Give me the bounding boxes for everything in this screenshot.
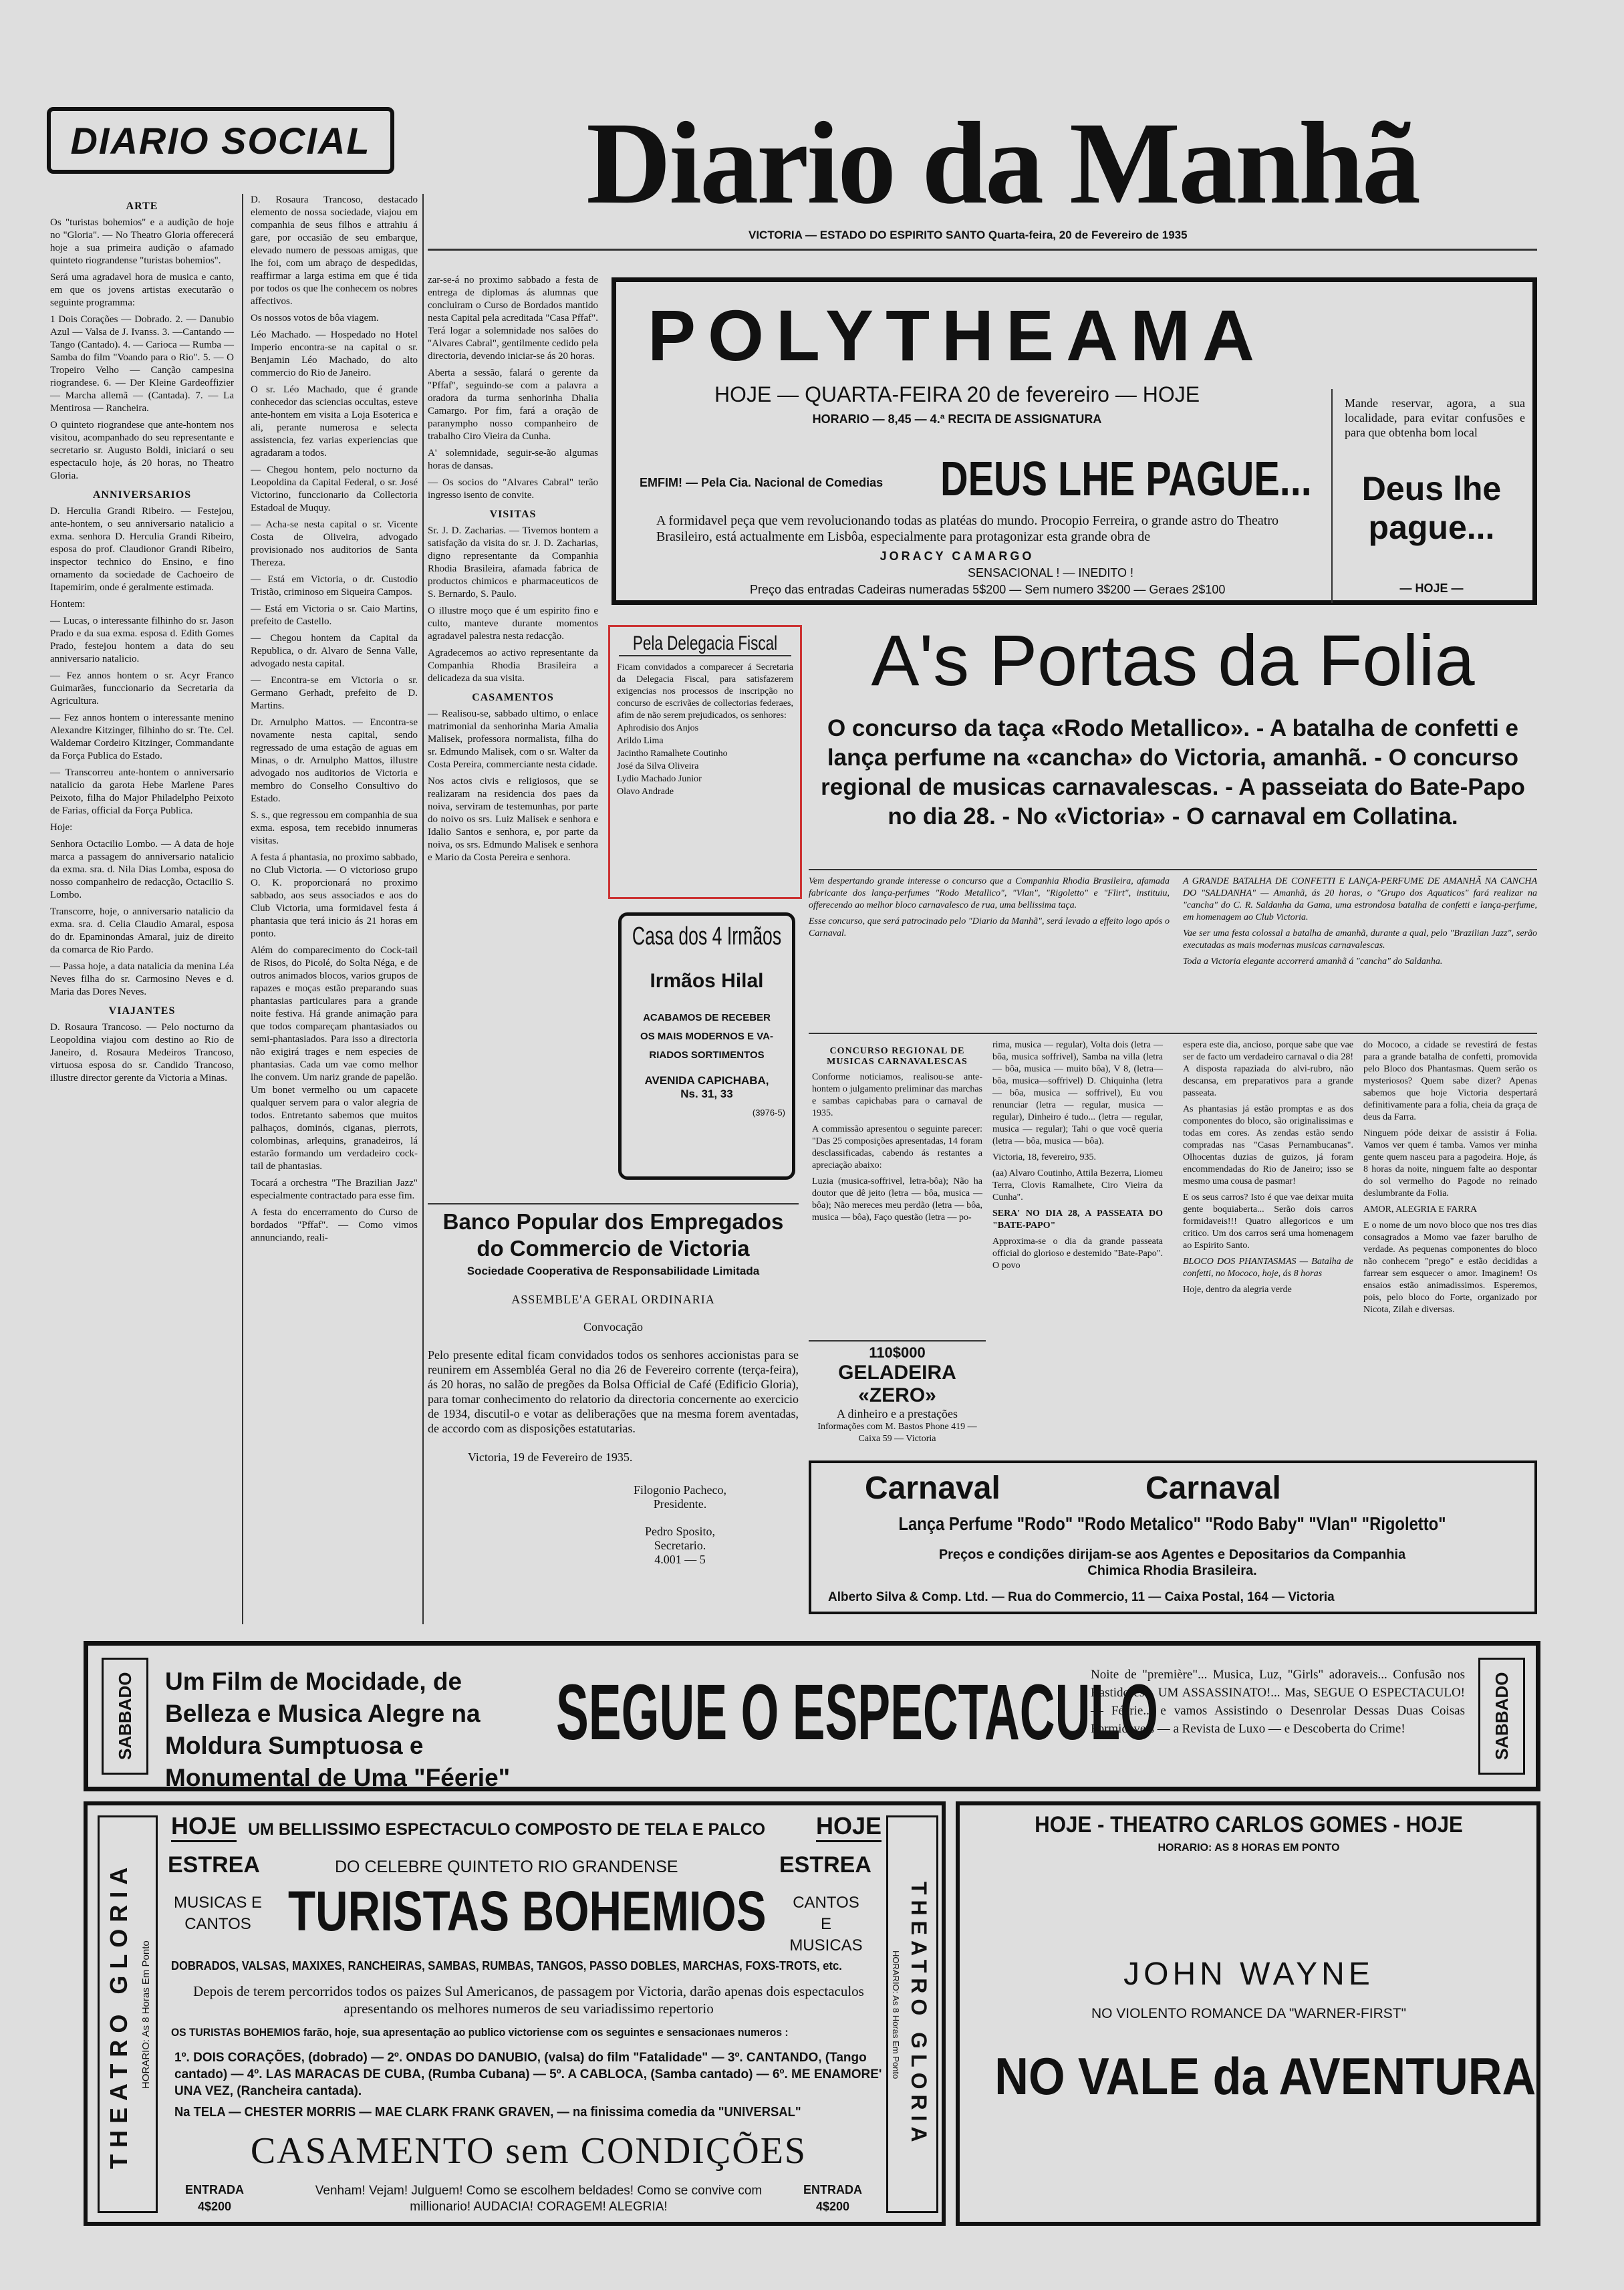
gloria-prog-head: OS TURISTAS BOHEMIOS farão, hoje, sua apresentação ao publico victoriense com os seguintes e sensacionaes numeros : xyxy=(171,2026,789,2039)
folia-para: As phantasias já estão promptas e as dos componentes do bloco, são originalissimas e todas em cores. As zendas estão sendo compradas nas "Casas Pernambucanas". Olhocentas duzias de guizos, já foram encommendadas do Rio de Janeiro; isso se mesmo uma cousa de pasmar! xyxy=(1183,1104,1353,1186)
viaj-para: D. Rosaura Trancoso. — Pelo nocturno da Leopoldina viajou com destino ao Rio de Janeiro, d. Rosaura Medeiros Trancoso, virtuosa esposa do sr. Candido Trancoso, illustre director gerente da Victoria a Minas. xyxy=(50,1022,234,1084)
folia-grande: A GRANDE BATALHA DE CONFETTI E LANÇA-PERFUME DE AMANHÃ NA CANCHA DO "SALDANHA" — Amanhã, ás 20 horas, o "Grupo dos Aquaticos" fará realizar na "cancha" do C. R. Saldanha da Gama, uma estrondosa batalha de confetti e lança-perfume, em homenagem ao Club Victoria. xyxy=(1183,876,1537,922)
aniv-para: — Transcorreu ante-hontem o anniversario natalicio da garota Hebe Marlene Pares Peixoto, filha do Major Philadelpho Peixoto de Farias, official da Força Publica. xyxy=(50,767,234,816)
gloria-program: 1º. DOIS CORAÇÕES, (dobrado) — 2º. ONDAS DO DANUBIO, (valsa) do film "Fatalidade" — 3º. CANTANDO, (Tango cantado) — 4º. LAS MARACAS DE CUBA, (Rumba Cubana) — 5º. A CABLOCA, (Samba cantado) — 6º. ME ENAMORE' UNA VEZ, (Rancheira cantada). xyxy=(174,2051,882,2098)
anniversarios-heading: ANNIVERSARIOS xyxy=(92,489,192,501)
aniv-para: — Fez annos hontem o interessante menino Alexandre Kitzinger, filhinho do sr. Tte. Cel. Waldemar Cordeiro Kitzinger, Commandante da Força Publica do Estado. xyxy=(50,713,234,761)
aniv-para: — Fez annos hontem o sr. Acyr Franco Guimarães, funccionario da Secretaria da Agricultura. xyxy=(50,670,234,707)
casa4-line: RIADOS SORTIMENTOS xyxy=(649,1049,765,1061)
zero-sub: A dinheiro e a prestações xyxy=(837,1407,958,1420)
aniv-para: — Passa hoje, a data natalicia da menina Léa Neves filha do sr. Carmosino Neves e d. Maria das Dores Neves. xyxy=(50,961,234,997)
masthead-dateline: VICTORIA — ESTADO DO ESPIRITO SANTO Quarta-feira, 20 de Fevereiro de 1935 xyxy=(749,229,1188,241)
visitas-heading: VISITAS xyxy=(489,509,537,520)
casa4-title: Casa dos 4 Irmãos xyxy=(632,922,782,950)
carnaval-left: Carnaval xyxy=(865,1471,1000,1506)
aniv-para: — Lucas, o interessante filhinho do sr. Jason Prado e da sua exma. esposa d. Edith Gomes Prado, festejou hontem a data do seu anniversario natalicio. xyxy=(50,616,234,664)
col2-para: Além do comparecimento do Cock-tail de Risos, do Picolé, do Solta Néga, e de outros animados blocos, varios grupos de rapazes e moças estão preparando suas phantasias particulares para a grande noite festiva. Há grande animação para que todos compareçam phantasiados ou semi-phantasiados. Para isso a directoria não exigirá trages e nem especies de phantasias. Cada um vae como melhor lhe convem. Um nariz grande de papelão. Um bonet vermelho ou um capacete qualquer servem para o valor alegria de todos. Entretanto sabemos que muitos palhaços, dominós, ciganas, pierrots, colombinas, arlequins, granadeiros, lá estarão formando um verdadeiro cock-tail de phantasias. xyxy=(251,945,418,1172)
gloria-estrea-right: ESTREA xyxy=(779,1852,871,1878)
col2-para: — Está em Victoria o sr. Caio Martins, prefeito de Castello. xyxy=(251,604,418,627)
folia-para: espera este dia, ancioso, porque sabe que vae ser de facto um verdadeiro carnaval o dia 28! A disposta rapaziada do alvi-rubro, não descansa, em preparativos para a grande passeata. xyxy=(1183,1040,1353,1098)
polytheama-hoje: HOJE — QUARTA-FEIRA 20 de fevereiro — HOJE xyxy=(714,382,1200,406)
masthead-rule xyxy=(428,249,1537,251)
polytheama-enfim: EMFIM! — Pela Cia. Nacional de Comedias xyxy=(640,476,884,489)
banco-sig1-role: Presidente. xyxy=(653,1497,707,1511)
delegacia-name: Arildo Lima xyxy=(617,736,664,746)
col2-para: — Acha-se nesta capital o sr. Vicente Costa de Oliveira, advogado provisionado nos auditorios de Santa Thereza. xyxy=(251,519,418,568)
carnaval-line2: Preços e condições dirijam-se aos Agentes e Depositarios da Companhia Chimica Rhodia Brasileira. xyxy=(938,1547,1406,1578)
column-1 xyxy=(50,194,234,1089)
folia-rule xyxy=(809,1033,1537,1034)
espectaculo-side-right: SABBADO xyxy=(1478,1658,1525,1775)
folia-para: Hoje, dentro da alegria verde xyxy=(1183,1285,1292,1295)
gloria-bottom: Venham! Vejam! Julguem! Como se escolhem beldades! Como se convive com millionario! AUDACIA! CORAGEM! ALEGRIA! xyxy=(315,2184,763,2214)
delegacia-name: Olavo Andrade xyxy=(617,787,674,797)
folia-grande3: Toda a Victoria elegante accorrerá amanhã á "cancha" do Saldanha. xyxy=(1183,957,1443,967)
zero-info: Informações com M. Bastos Phone 419 — Caixa 59 — Victoria xyxy=(817,1422,977,1444)
col2-para: — Chegou hontem da Capital da Republica, o dr. Alvaro de Senna Valle, advogado nesta capital. xyxy=(251,633,418,669)
polytheama-ad xyxy=(612,277,1537,605)
gloria-vert-horario: HORARIO: As 8 Horas Em Ponto xyxy=(140,1940,152,2089)
casa4-code: (3976-5) xyxy=(752,1108,785,1118)
col2-para: — Encontra-se em Victoria o sr. Germano Gerhadt, prefeito de D. Martins. xyxy=(251,675,418,711)
banco-sig2: Pedro Sposito, xyxy=(644,1525,715,1538)
banco-date: Victoria, 19 de Fevereiro de 1935. xyxy=(468,1450,633,1464)
concurso-para: rima, musica — regular), Volta dois (letra — bôa, musica soffrivel), Samba na villa (letra — bôa, musica — muito bôa), V 8, (letra—bôa, musica—soffrivel) D. Chiquinha (letra — bôa, musica — soffrivel), Eu vou renunciar (letra — regular, musica — regular), Dinheiro é tudo... (letra — regular, musica — regular); Tahi o que você queria (letra — bôa, musica — bôa). xyxy=(992,1040,1163,1146)
gloria-title: TURISTAS BOHEMIOS xyxy=(288,1880,767,1942)
casa-4-irmaos-ad xyxy=(618,912,795,1180)
gloria-headline: UM BELLISSIMO ESPECTACULO COMPOSTO DE TELA E PALCO xyxy=(248,1820,766,1839)
polytheama-prices: Preço das entradas Cadeiras numeradas 5$200 — Sem numero 3$200 — Geraes 2$100 xyxy=(750,583,1226,596)
gloria-hoje-right: HOJE xyxy=(816,1812,882,1842)
concurso-para: (aa) Alvaro Coutinho, Attila Bezerra, Liomeu Terra, Clovis Ramalhete, Ciro Vieira da Cunha". xyxy=(992,1168,1163,1202)
banco-sig1: Filogonio Pacheco, xyxy=(634,1483,726,1497)
amor-heading: AMOR, ALEGRIA E FARRA xyxy=(1363,1204,1478,1215)
concurso-para: A commissão apresentou o seguinte parecer: "Das 25 composições apresentadas, 14 foram desclassificadas, cabendo ás restantes a apreciação abaixo: xyxy=(812,1124,982,1170)
delegacia-text: Ficam convidados a comparecer á Secretaria da Delegacia Fiscal, para satisfazerem exigencias nos processos de inscripção no concurso de escrivães de collectorias federaes, afim de não serem prejudicados, os senhores: xyxy=(617,662,793,721)
gloria-estrea-left: ESTREA xyxy=(168,1852,260,1878)
folia-para: E os seus carros? Isto é que vae deixar muita gente boquiaberta... Serão dois carros formidaveis!!! Quatro allegoricos e um critico. Um dos carros será uma homenagem ao Espirito Santo. xyxy=(1183,1192,1353,1251)
casa4-line: ACABAMOS DE RECEBER xyxy=(643,1012,771,1023)
folia-grande-col xyxy=(1183,876,1537,972)
espectaculo-side-left: SABBADO xyxy=(102,1658,148,1775)
delegacia-name: José da Silva Oliveira xyxy=(617,761,699,771)
gloria-film: CASAMENTO sem CONDIÇÕES xyxy=(250,2130,807,2172)
gloria-musicas: MUSICAS E CANTOS xyxy=(173,1894,263,1933)
aniv-para: Transcorre, hoje, o anniversario natalicio da exma. sra. d. Celia Claudio Amaral, esposa do dr. Epaminondas Amaral, juiz de direito da comarca de Rio Pardo. xyxy=(50,906,234,955)
banco-title: Banco Popular dos Empregados do Commercio de Victoria xyxy=(442,1209,784,1261)
col2-para: A festa do encerramento do Curso de bordados "Pffaf". — Como vimos annunciando, reali- xyxy=(251,1207,418,1243)
gloria-genres: DOBRADOS, VALSAS, MAXIXES, RANCHEIRAS, SAMBAS, RUMBAS, TANGOS, PASSO DOBLES, MARCHAS, FOXS-TROTS, etc. xyxy=(171,1959,842,1973)
masthead-title: Diario da Manhã xyxy=(586,98,1419,229)
col2-para: Tocará a orchestra "The Brazilian Jazz" especialmente contractado para esse fim. xyxy=(251,1178,418,1201)
arte-heading: ARTE xyxy=(126,201,158,212)
col2-para: S. s., que regressou em companhia de sua exma. esposa, tem recebido innumeras visitas. xyxy=(251,810,418,846)
gloria-entrada-price-left: 4$200 xyxy=(197,2200,232,2213)
concurso-para: Victoria, 18, fevereiro, 935. xyxy=(992,1152,1097,1162)
folia-intro-col xyxy=(809,876,1170,944)
banco-code: 4.001 — 5 xyxy=(654,1553,706,1566)
polytheama-author: JORACY CAMARGO xyxy=(879,549,1035,563)
visitas-para: Sr. J. D. Zacharias. — Tivemos hontem a satisfação da visita do sr. J. D. Zacharias, digno representante da Companhia Rhodia Brasileira, afamada fabrica de productos chimicos e pharmaceuticos de S. Bernardo, S. Paulo. xyxy=(428,525,598,600)
banco-convocacao: Convocação xyxy=(583,1320,643,1333)
visitas-para: Agradecemos ao activo representante da Companhia Rhodia Brasileira a delicadeza da sua visita. xyxy=(428,648,598,684)
theatro-gloria-ad xyxy=(84,1801,946,2226)
segue-espectaculo-ad xyxy=(84,1641,1540,1791)
zero-price: 110$000 xyxy=(869,1344,926,1361)
polytheama-horario: HORARIO — 8,45 — 4.ª RECITA DE ASSIGNATURA xyxy=(812,412,1102,426)
folia-rule xyxy=(809,869,1537,870)
folia-col-a xyxy=(812,1039,982,1228)
gomes-horario: HORARIO: AS 8 HORAS EM PONTO xyxy=(1158,1842,1340,1854)
column-3 xyxy=(428,274,598,868)
delegacia-name: Lydio Machado Junior xyxy=(617,774,702,784)
espectaculo-title: SEGUE O ESPECTACULO xyxy=(556,1668,1159,1757)
casa4-sub: Irmãos Hilal xyxy=(650,970,764,992)
arte-para: Os "turistas bohemios" e a audição de hoje no "Gloria". — No Theatro Gloria offerecerá hoje a sua primeira audição o afamado quinteto riograndense "turistas bohemios". xyxy=(50,217,234,266)
polytheama-side-title: Deus lhe pague... xyxy=(1361,470,1502,546)
gomes-star: JOHN WAYNE xyxy=(1123,1956,1374,1992)
gloria-cantos: CANTOS E MUSICAS xyxy=(789,1894,863,1954)
carlos-gomes-ad xyxy=(956,1801,1540,2226)
col3-para: A' solemnidade, seguir-se-ão algumas horas de dansas. xyxy=(428,448,598,471)
banco-popular-notice xyxy=(428,1203,799,1630)
carnaval-line1: Lança Perfume "Rodo" "Rodo Metalico" "Rodo Baby" "Vlan" "Rigoletto" xyxy=(898,1513,1446,1534)
col2-para: Dr. Arnulpho Mattos. — Encontra-se novamente nesta capital, sendo regressado de uma estação de aguas em Minas, o dr. Arnulpho Mattos, illustre advogado nos auditorios de Victoria e membro do Conselho Consultivo do Estado. xyxy=(251,717,418,804)
gloria-entrada-label-right: ENTRADA xyxy=(803,2183,862,2196)
carnaval-line3: Alberto Silva & Comp. Ltd. — Rua do Commercio, 11 — Caixa Postal, 164 — Victoria xyxy=(828,1590,1335,1604)
delegacia-title: Pela Delegacia Fiscal xyxy=(619,632,791,656)
gloria-entrada-price-right: 4$200 xyxy=(815,2200,850,2213)
gomes-title: NO VALE da AVENTURA xyxy=(994,2047,1536,2106)
gloria-celebre: DO CELEBRE QUINTETO RIO GRANDENSE xyxy=(335,1858,678,1876)
polytheama-side-hoje: — HOJE — xyxy=(1399,582,1464,595)
col2-para: Léo Machado. — Hospedado no Hotel Imperio encontra-se na capital o sr. Benjamin Léo Machado, do alto commercio do Rio de Janeiro. xyxy=(251,330,418,378)
gloria-side-right xyxy=(886,1815,938,2213)
banco-sub: Sociedade Cooperativa de Responsabilidade Limitada xyxy=(466,1265,760,1277)
gloria-entrada-label-left: ENTRADA xyxy=(185,2183,244,2196)
polytheama-play: DEUS LHE PAGUE... xyxy=(940,453,1312,506)
folia-col-b xyxy=(992,1039,1163,1276)
aniv-para: Senhora Octacilio Lombo. — A data de hoje marca a passagem do anniversario natalicio da exma. sra. d. Nila Dias Lomba, esposa do nosso companheiro de redacção, Octacilio S. Lombo. xyxy=(50,839,234,900)
diario-social-label: DIARIO SOCIAL xyxy=(70,119,371,162)
geladeira-zero-ad xyxy=(809,1340,986,1454)
aniv-para: Hoje: xyxy=(50,822,73,833)
phantasmas-heading: BLOCO DOS PHANTASMAS — Batalha de confetti, no Mococo, hoje, ás 8 horas xyxy=(1183,1257,1353,1279)
col2-para: — Está em Victoria, o dr. Custodio Tristão, criminoso em Siqueira Campos. xyxy=(251,574,418,598)
folia-col-d xyxy=(1363,1039,1537,1320)
espectaculo-right: Noite de "première"... Musica, Luz, "Girls" adoraveis... Confusão nos Bastidores... UM ASSASSINATO!... Mas, SEGUE O ESPECTACULO! — Féerie... e vamos Assistindo o Desenrolar Dessas Duas Coisas Formidaveis — a Revista de Luxo — e Descoberta do Crime! xyxy=(1091,1668,1465,1736)
casam-para: Nos actos civis e religiosos, que se realizaram na residencia dos paes da noiva, serviram de testemunhas, por parte do noivo os srs. Luiz Malisek e senhora e Idalio Santos e senhora, e, por parte da noiva, os srs. Edmundo Malisek e senhora e Mario da Costa Pereira e senhora. xyxy=(428,776,598,863)
gomes-sub: NO VIOLENTO ROMANCE DA "WARNER-FIRST" xyxy=(1091,2006,1407,2021)
arte-para: O quinteto riograndese que ante-hontem nos visitou, acompanhado do seu representante e secretario sr. Augusto Boldi, iniciará o seu espectaculo hoje, ás 20 horas, no Theatro Gloria. xyxy=(50,420,234,481)
folia-para: E o nome de um novo bloco que nos tres dias consagrados a Momo vae fazer barulho de verdade. As pequenas componentes do bloco não conhecem "prego" e estão decididas a farrear sem esquecer o amor. Imaginem! Os ensaios estão animadissimos. Esperemos, pois, pelo bloco do Forte, organizado por Nicota, Zilah e diversas. xyxy=(1363,1221,1537,1315)
aniv-para: D. Herculia Grandi Ribeiro. — Festejou, ante-hontem, o seu anniversario natalicio a exma. senhora D. Herculia Grandi Ribeiro, esposa do prof. Claudionor Grandi Ribeiro, inspector technico do Ensino, e fino ornamento da sociedade de Cachoeiro de Itapemirim, onde é geralmente estimada. xyxy=(50,506,234,593)
column-2 xyxy=(251,194,418,1249)
casa4-number: Ns. 31, 33 xyxy=(680,1088,733,1100)
carnaval-rhodia-ad xyxy=(809,1460,1537,1614)
gloria-side-left xyxy=(98,1815,158,2213)
col2-para: — Chegou hontem, pelo nocturno da Leopoldina da Capital Federal, o sr. José Victorino, funccionario da Collectoria Estadoal de Muquy. xyxy=(251,465,418,513)
polytheama-title: POLYTHEAMA xyxy=(647,295,1267,376)
casamentos-heading: CASAMENTOS xyxy=(472,692,554,703)
aniv-para: Hontem: xyxy=(50,599,86,610)
banco-sig2-role: Secretario. xyxy=(654,1539,706,1552)
polytheama-desc: A formidavel peça que vem revolucionando todas as platéas do mundo. Procopio Ferreira, o grande astro do Theatro Brasileiro, está actualmente em Lisbôa, especialmente para protagonizar esta grande obra de xyxy=(656,513,1279,544)
arte-para: 1 Dois Corações — Dobrado. 2. — Danubio Azul — Valsa de J. Ivanss. 3. —Cantando — Tango (Cantado). 4. — Carioca — Rumba — Samba do film "Voando para o Rio". 5. — O Tropeiro Velho — Canção campesina riograndese. 6. — Der Kleine Gardeoffizier — Marcha allemã — (Cantada). 7. — La Mentirosa — Rancheira. xyxy=(50,314,234,414)
gomes-head: HOJE - THEATRO CARLOS GOMES - HOJE xyxy=(1035,1812,1463,1837)
folia-col-c xyxy=(1183,1039,1353,1300)
viajantes-heading: VIAJANTES xyxy=(108,1005,176,1017)
casa4-line: OS MAIS MODERNOS E VA- xyxy=(640,1031,773,1042)
zero-label: GELADEIRA «ZERO» xyxy=(838,1362,956,1406)
col3-para: zar-se-á no proximo sabbado a festa de entrega de diplomas ás alumnas que concluiram o Curso de Bordados mantido nesta Capital pela acreditada "Casa Pffaf". Terá logar a solemnidade nos salões do "Alvares Cabral", gentilmente cedido pela directoria, devendo iniciar-se ás 20 horas. xyxy=(428,275,598,362)
gloria-vert-title: THEATRO GLORIA xyxy=(907,1882,931,2148)
gloria-hoje-left: HOJE xyxy=(171,1812,237,1842)
polytheama-divider xyxy=(1331,389,1333,603)
folia-para: do Mococo, a cidade se revestirá de festas para a grande batalha de confetti, promovida pelo Bloco dos Phantasmas. Quem serão os mysteriosos? Quem sabe dizer? Apenas sabemos que hoje Victoria despertará definitivamente para a folia, cheia da graça de deus da Farra. xyxy=(1363,1040,1537,1122)
polytheama-sens: SENSACIONAL ! — INEDITO ! xyxy=(967,566,1134,580)
concurso-para: Conforme noticiamos, realisou-se ante-hontem o julgamento preliminar das marchas e sambas capichabas para o carnaval de 1935. xyxy=(812,1072,982,1118)
delegacia-name: Jacintho Ramalhete Coutinho xyxy=(617,749,728,759)
gloria-vert-title: THEATRO GLORIA xyxy=(105,1860,132,2169)
col2-para: O sr. Léo Machado, que é grande conhecedor das sciencias occultas, esteve ante-hontem em visita a Loja Esoterica e ali, perante numerosa e selecta assistencia, fez varias experiencias que agradaram a todos. xyxy=(251,384,418,459)
banco-assembly: ASSEMBLE'A GERAL ORDINARIA xyxy=(511,1293,715,1306)
delegacia-name: Aphrodisio dos Anjos xyxy=(617,723,699,733)
col3-para: Aberta a sessão, falará o gerente da "Pffaf", seguindo-se com a palavra a oradora da turma senhorinha Dhalia Camargo. Por fim, fará a oração de paranympho nosso companheiro de trabalho Ciro Vieira da Cunha. xyxy=(428,368,598,442)
folia-intro: Vem despertando grande interesse o concurso que a Companhia Rhodia Brasileira, afamada fabricante dos lança-perfumes "Rodo Metallico", "Vlan", "Rigoletto" e "Flirt", instituiu, offerecendo ao melhor bloco carnavalesco de rua, uma bellissima taça. xyxy=(809,876,1170,910)
gloria-tela: Na TELA — CHESTER MORRIS — MAE CLARK FRANK GRAVEN, — na finissima comedia da "UNIVERSAL" xyxy=(174,2105,801,2120)
gloria-vert-horario: HORARIO: As 8 Horas Em Ponto xyxy=(891,1950,901,2079)
folia-para: Ninguem póde deixar de assistir á Folia. Vamos ver quem é tamba. Vamos ver minha gente quem nasceu para a pagodeira. Hoje, ás 8 horas da noite, ninguem falte ao despontar do sol vermelho do Pagode no reinado deslumbrante da Folia. xyxy=(1363,1128,1537,1198)
carnaval-right: Carnaval xyxy=(1145,1471,1281,1506)
espectaculo-left: Um Film de Mocidade, de Belleza e Musica Alegre na Moldura Sumptuosa e Monumental de Uma "Féerie" xyxy=(165,1668,511,1791)
delegacia-notice xyxy=(608,625,802,899)
bate-papo-heading: SERA' NO DIA 28, A PASSEATA DO "BATE-PAPO" xyxy=(992,1208,1163,1231)
column-rule xyxy=(422,194,424,1624)
folia-grande2: Vae ser uma festa colossal a batalha de amanhã, durante a qual, pelo "Brazilian Jazz", serão executadas as mais modernas musicas carnavalescas. xyxy=(1183,928,1537,950)
casa4-address: AVENIDA CAPICHABA, xyxy=(644,1074,769,1087)
folia-subheadline: O concurso da taça «Rodo Metallico». - A batalha de confetti e lança perfume na «cancha» do Victoria, amanhã. - O concurso regional de musicas carnavalescas. - A passeiata do Bate-Papo no dia 28. - No «Victoria» - O carnaval em Collatina. xyxy=(821,715,1525,830)
banco-text: Pelo presente edital ficam convidados todos os senhores accionistas para se reunirem em Assembléa Geral no dia 26 de Fevereiro corrente (terça-feira), ás 20 horas, no salão de pregões da Bolsa Official de Café (Edificio Gloria), para tomar conhecimento do relatorio da directoria concernente ao exercicio de 1934, discutil-o e votar as deliberações que na mesma forem aventadas, de accordo com as disposições estatutarias. xyxy=(428,1348,799,1435)
col2-para: Os nossos votos de bôa viagem. xyxy=(251,313,379,324)
col2-para: D. Rosaura Trancoso, destacado elemento de nossa sociedade, viajou em companhia de seus filhos e attrahiu á gare, por occasião de seu embarque, elevado numero de pessoas amigas, que lhe foi, com um abraço de despedidas, reaffirmar a larga estima em que é tida por todos os que lhe conhecem os nobres affectivos. xyxy=(251,195,418,307)
diario-social-box xyxy=(47,107,394,174)
gloria-desc: Depois de terem percorridos todos os paizes Sul Americanos, de passagem por Victoria, darão apenas dois espectaculos apresentando os melhores numeros de seu variadissimo repertorio xyxy=(193,1983,864,2017)
visitas-para: O illustre moço que é um espirito fino e culto, manteve durante momentos agradavel palestra nesta redacção. xyxy=(428,606,598,642)
arte-para: Será uma agradavel hora de musica e canto, em que os jovens artistas executarão o seguinte programma: xyxy=(50,272,234,308)
folia-headline: A's Portas da Folia xyxy=(871,620,1475,701)
casam-para: — Realisou-se, sabbado ultimo, o enlace matrimonial da senhorinha Maria Amalia Malisek, professora normalista, filha do sr. Edmundo Malisek, com o sr. Walter da Costa Pereira, commerciante nesta cidade. xyxy=(428,709,598,770)
concurso-heading: CONCURSO REGIONAL DE MUSICAS CARNAVALESCAS xyxy=(827,1046,968,1067)
folia-intro2: Esse concurso, que será patrocinado pelo "Diario da Manhã", será levado a effeito logo após o Carnaval. xyxy=(809,916,1170,938)
concurso-para: Luzia (musica-soffrivel, letra-bôa); Não ha doutor que dê jeito (letra — bôa, musica — bôa); Não mereces meu perdão (letra — bôa, musica — bôa), Faço questão (letra — po- xyxy=(812,1176,982,1223)
polytheama-side-note: Mande reservar, agora, a sua localidade, para evitar confusões e para que obtenha bom local xyxy=(1345,396,1525,439)
column-rule xyxy=(242,194,243,1624)
col3-para: — Os socios do "Alvares Cabral" terão ingresso isento de convite. xyxy=(428,477,598,501)
col2-para: A festa á phantasia, no proximo sabbado, no Club Victoria. — O victorioso grupo O. K. proporcionará no proximo sabbado, aos seus associados e aos do Club Victoria, uma formidavel festa á phantasia que terá inicio ás 21 horas em ponto. xyxy=(251,852,418,939)
concurso-para: Approxima-se o dia da grande passeata official do glorioso e destemido "Bate-Papo". O povo xyxy=(992,1237,1163,1271)
